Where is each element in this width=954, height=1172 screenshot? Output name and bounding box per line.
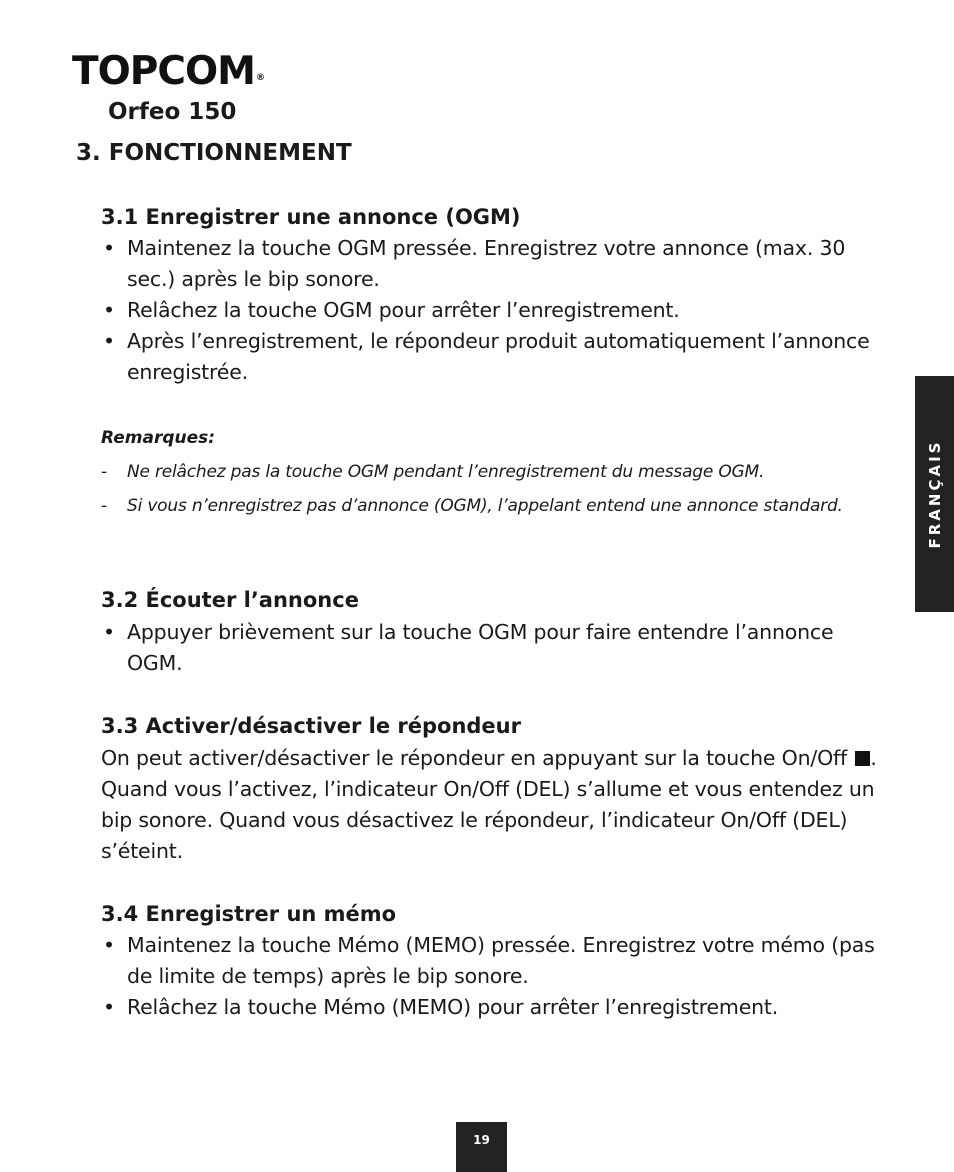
section-3-3-text-part1: On peut activer/désactiver le répondeur en appuyant sur la touche On/Off bbox=[101, 746, 848, 770]
remark-item: - Si vous n’enregistrez pas d’annonce (OGM), l’appelant entend une annonce standard. bbox=[101, 489, 861, 523]
registered-mark: ® bbox=[255, 73, 264, 83]
list-item: • Relâchez la touche Mémo (MEMO) pour arrêter l’enregistrement. bbox=[101, 992, 891, 1023]
list-item: • Maintenez la touche OGM pressée. Enregistrez votre annonce (max. 30 sec.) après le bip sonore. bbox=[101, 233, 891, 295]
brand-logo bbox=[72, 48, 264, 96]
section-3-1-title: 3.1 Enregistrer une annonce (OGM) bbox=[101, 205, 521, 229]
language-tab-label: FRANÇAIS bbox=[925, 439, 944, 549]
list-item: • Relâchez la touche OGM pour arrêter l’enregistrement. bbox=[101, 295, 891, 326]
language-tab bbox=[915, 376, 954, 612]
page-number: 19 bbox=[473, 1133, 490, 1147]
remarks-list bbox=[101, 455, 861, 523]
section-3-2-list bbox=[101, 617, 891, 679]
section-3-4-list bbox=[101, 930, 891, 1023]
section-3-2-title: 3.2 Écouter l’annonce bbox=[101, 588, 359, 612]
remark-item: - Ne relâchez pas la touche OGM pendant l’enregistrement du message OGM. bbox=[101, 455, 861, 489]
stop-square-icon bbox=[855, 751, 870, 766]
remarks-title: Remarques: bbox=[101, 428, 216, 448]
section-3-3-title: 3.3 Activer/désactiver le répondeur bbox=[101, 714, 521, 738]
section-3-4-title: 3.4 Enregistrer un mémo bbox=[101, 902, 397, 926]
list-item: • Maintenez la touche Mémo (MEMO) pressée. Enregistrez votre mémo (pas de limite de temps) après le bip sonore. bbox=[101, 930, 891, 992]
section-3-3-text bbox=[101, 743, 891, 867]
section-3-3-text-part2: . Quand vous l’activez, l’indicateur On/Off (DEL) s’allume et vous entendez un bip sonore. Quand vous désactivez le répondeur, l’indicateur On/Off (DEL) s’éteint. bbox=[101, 746, 877, 863]
page-number-box bbox=[456, 1122, 507, 1172]
section-3-1-list bbox=[101, 233, 891, 388]
list-item: • Appuyer brièvement sur la touche OGM pour faire entendre l’annonce OGM. bbox=[101, 617, 891, 679]
list-item: • Après l’enregistrement, le répondeur produit automatiquement l’annonce enregistrée. bbox=[101, 326, 891, 388]
brand-name: TOPCOM bbox=[72, 49, 255, 94]
chapter-title: 3. FONCTIONNEMENT bbox=[76, 140, 352, 166]
model-name: Orfeo 150 bbox=[108, 99, 237, 125]
